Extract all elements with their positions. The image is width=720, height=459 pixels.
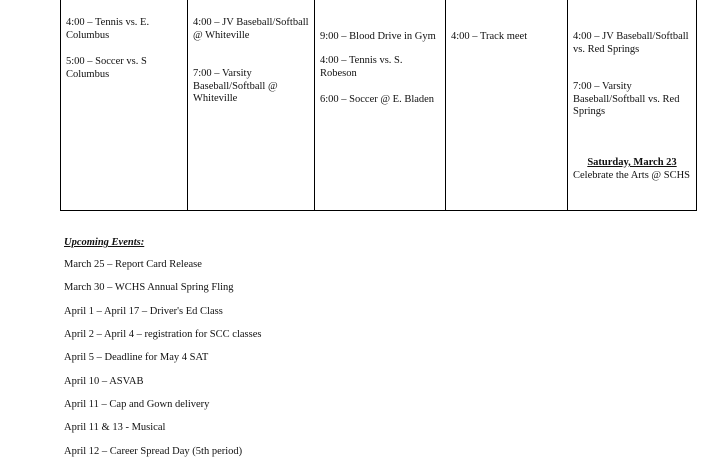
- upcoming-event-item: April 11 – Cap and Gown delivery: [64, 399, 210, 410]
- calendar-event: 7:00 – Varsity Baseball/Softball @ Whiteville: [193, 68, 278, 105]
- calendar-event: [193, 0, 310, 2]
- upcoming-event-item: April 12 – Career Spread Day (5th period): [64, 446, 243, 457]
- calendar-event: 4:00 – Tennis vs. E. Columbus: [66, 17, 150, 41]
- calendar-event: 9:00 – Blood Drive in Gym: [320, 31, 436, 42]
- calendar-event: [320, 0, 441, 2]
- calendar-event: 4:00 – Tennis vs. S. Robeson: [320, 55, 403, 79]
- calendar-event: Celebrate the Arts @ SCHS: [573, 170, 690, 181]
- upcoming-events-heading: Upcoming Events:: [64, 237, 145, 248]
- weekly-calendar-table: [60, 0, 697, 211]
- calendar-event: 4:00 – Track meet: [451, 31, 528, 42]
- upcoming-event-item: April 5 – Deadline for May 4 SAT: [64, 352, 209, 363]
- upcoming-event-item: March 25 – Report Card Release: [64, 259, 202, 270]
- calendar-column-4: [446, 0, 568, 210]
- calendar-event: 5:00 – Soccer vs. S Columbus: [66, 56, 147, 80]
- calendar-column-5: [568, 0, 696, 210]
- upcoming-event-item: April 1 – April 17 – Driver's Ed Class: [64, 306, 223, 317]
- calendar-column-1: [61, 0, 188, 210]
- upcoming-event-item: April 2 – April 4 – registration for SCC classes: [64, 329, 262, 340]
- calendar-column-3: [315, 0, 446, 210]
- upcoming-event-item: April 10 – ASVAB: [64, 376, 144, 387]
- saturday-heading: Saturday, March 23: [587, 157, 677, 168]
- calendar-event: 7:00 – Varsity Baseball/Softball vs. Red Springs: [573, 81, 680, 118]
- calendar-column-2: [188, 0, 315, 210]
- calendar-event: 4:00 – JV Baseball/Softball vs. Red Springs: [573, 31, 689, 55]
- calendar-event: 6:00 – Soccer @ E. Bladen: [320, 94, 435, 105]
- upcoming-event-item: April 11 & 13 - Musical: [64, 422, 166, 433]
- calendar-event: [66, 0, 183, 2]
- calendar-event: 4:00 – JV Baseball/Softball @ Whiteville: [193, 17, 309, 41]
- upcoming-event-item: March 30 – WCHS Annual Spring Fling: [64, 282, 234, 293]
